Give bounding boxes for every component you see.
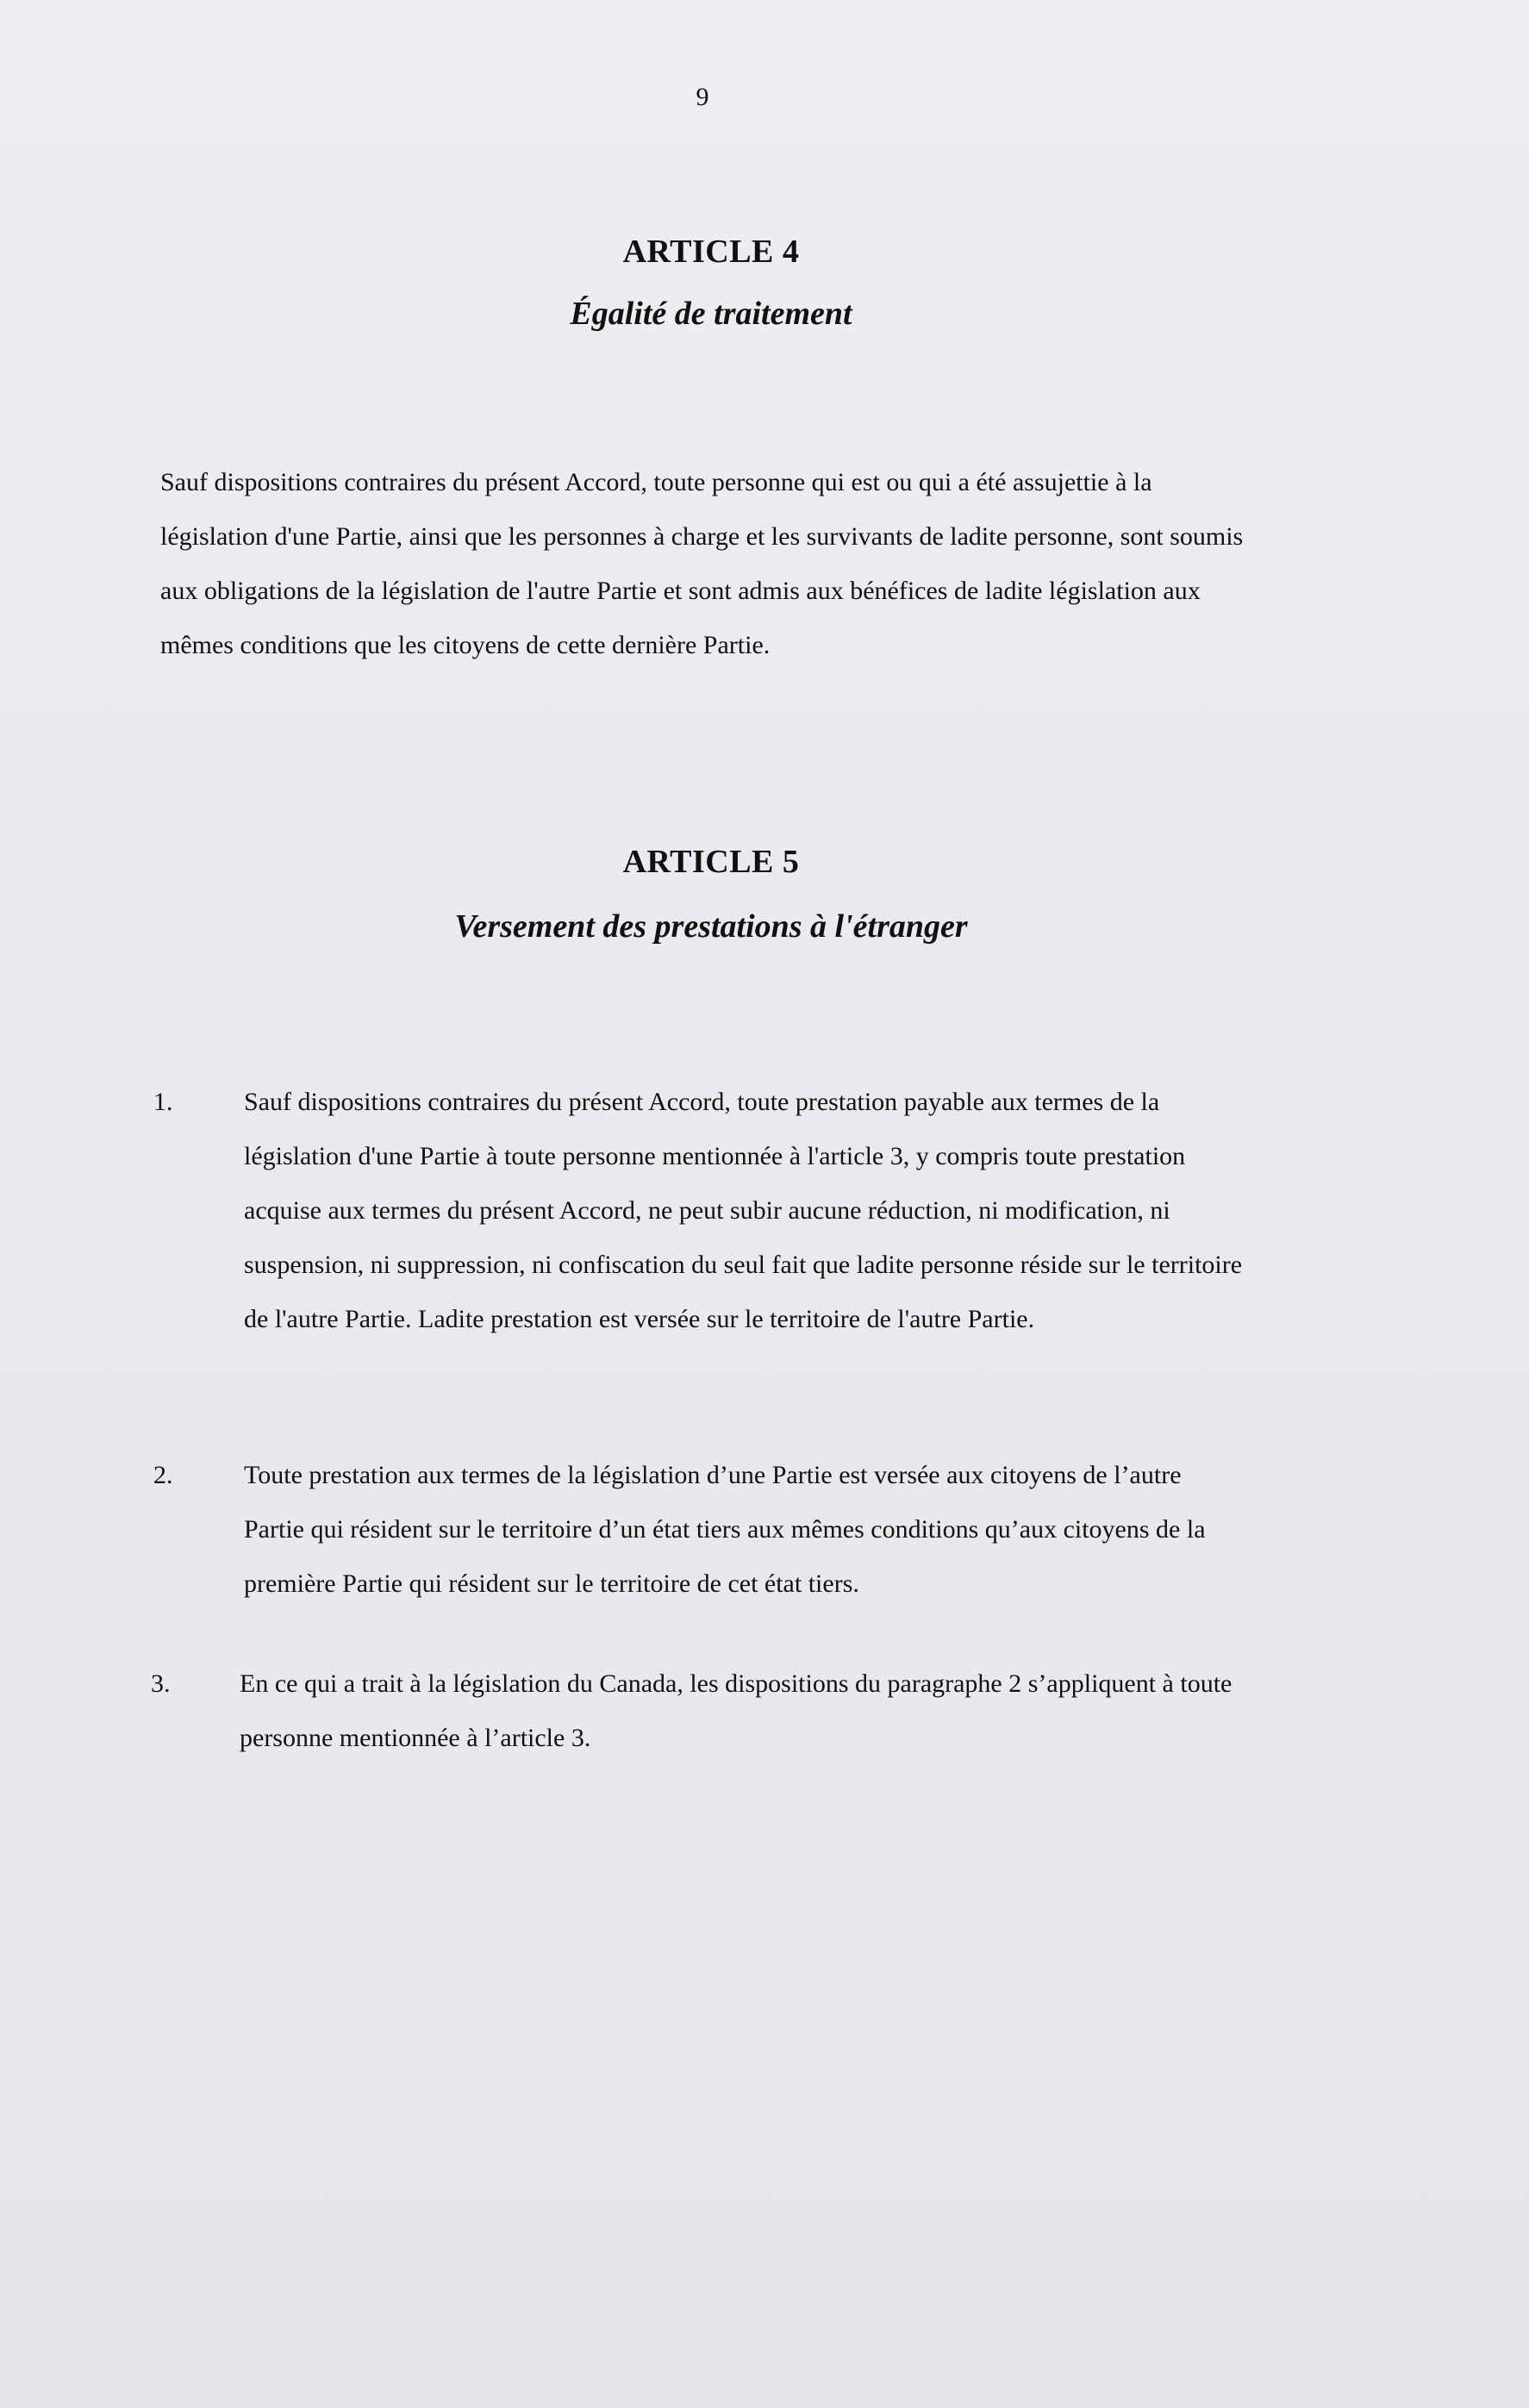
paragraph-1-number: 1. <box>153 1088 173 1116</box>
article-4-subtitle: Égalité de traitement <box>570 296 852 332</box>
paragraph-3-text: En ce qui a trait à la législation du Canada, les dispositions du paragraphe 2 s’appliquent à toute personne mentionnée à l’article 3. <box>240 1669 1233 1752</box>
paragraph-2-number: 2. <box>153 1461 173 1489</box>
page-number: 9 <box>696 83 709 111</box>
paragraph-1-text: Sauf dispositions contraires du présent Accord, toute prestation payable aux termes de la législation d'une Partie à toute personne mentionnée à l'article 3, y compris toute prestation acquise aux termes du présent Accord, ne peut subir aucune réduction, ni modification, ni suspension, ni suppression, ni confiscation du seul fait que ladite personne réside sur le territoire de l'autre Partie. Ladite prestation est versée sur le territoire de l'autre Partie. <box>244 1088 1243 1333</box>
paragraph-2-text: Toute prestation aux termes de la législation d’une Partie est versée aux citoyens de l’autre Partie qui résident sur le territoire d’un état tiers aux mêmes conditions qu’aux citoyens de la première Partie qui résident sur le territoire de cet état tiers. <box>244 1461 1206 1598</box>
article-5-title: ARTICLE 5 <box>622 844 800 880</box>
article-4-title: ARTICLE 4 <box>622 234 800 270</box>
paragraph-3-number: 3. <box>151 1669 171 1698</box>
article-4-body: Sauf dispositions contraires du présent Accord, toute personne qui est ou qui a été assujettie à la législation d'une Partie, ainsi que les personnes à charge et les survivants de ladite personne, sont soumis aux obligations de la législation de l'autre Partie et sont admis aux bénéfices de ladite législation aux mêmes conditions que les citoyens de cette dernière Partie. <box>160 468 1244 659</box>
article-5-subtitle: Versement des prestations à l'étranger <box>454 908 968 945</box>
